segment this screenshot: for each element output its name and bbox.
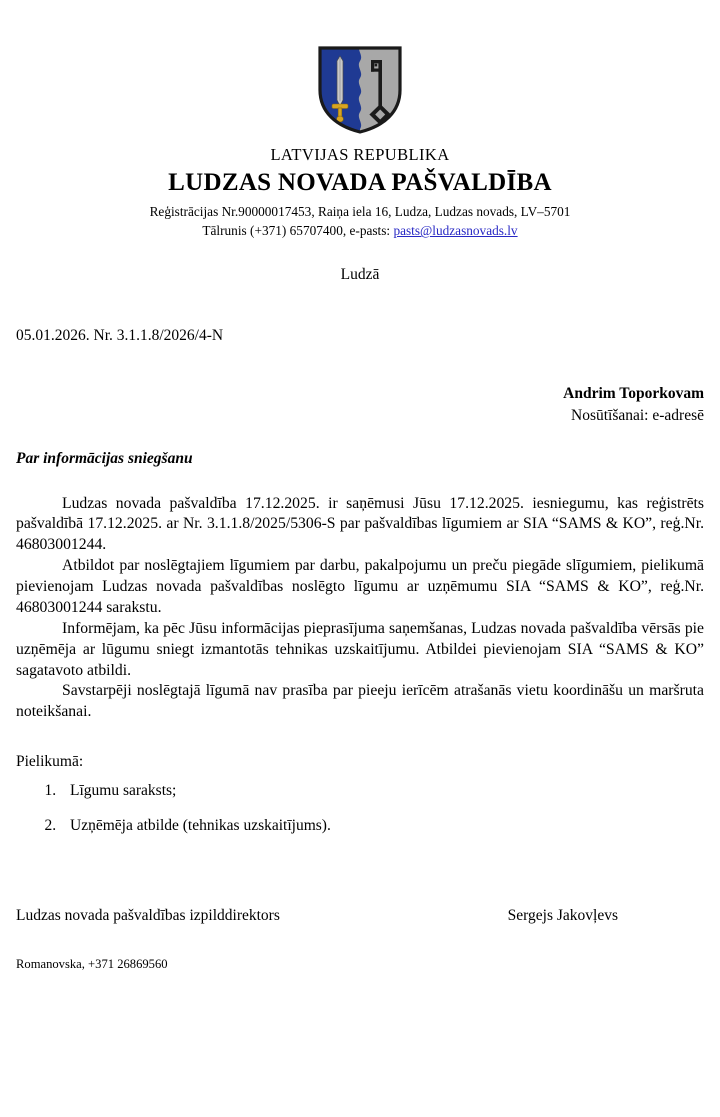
country-name: LATVIJAS REPUBLIKA (270, 145, 450, 164)
attachments-title: Pielikumā: (16, 753, 84, 771)
signatory-title: Ludzas novada pašvaldības izpilddirektors (16, 907, 280, 925)
letterhead (16, 0, 704, 241)
phone-text: Tālrunis (+371) 65707400, e-pasts: (202, 223, 394, 239)
signatory-name: Sergejs Jakovļevs (507, 907, 618, 925)
subject-line: Par informācijas sniegšanu (16, 449, 193, 467)
crest-container (16, 44, 704, 136)
registration-line: Reģistrācijas Nr.90000017453, Raiņa iela 16, Ludza, Ludzas novads, LV–5701 (149, 204, 571, 220)
email-link[interactable]: pasts@ludzasnovads.lv (393, 223, 518, 239)
body-paragraph-1: Ludzas novada pašvaldība 17.12.2025. ir saņēmusi Jūsu 17.12.2025. iesniegumu, kas reģistrēts pašvaldībā 17.12.2025. ar Nr. 3.1.1.8/2025/5306-S par pašvaldības līgumiem ar SIA “SAMS & KO”, reģ.Nr. 46803001244. (16, 494, 704, 554)
place-line: Ludzā (340, 265, 380, 283)
organization-name: LUDZAS NOVADA PAŠVALDĪBA (168, 168, 552, 196)
list-item: 2. Uzņēmēja atbilde (tehnikas uzskaitījums). (60, 816, 704, 837)
date-and-reference-number: 05.01.2026. Nr. 3.1.1.8/2026/4-N (16, 326, 224, 344)
body-paragraph-4: Savstarpēji noslēgtajā līgumā nav prasība par pieeju ierīcēm atrašanās vietu koordināšu un maršruta noteikšanai. (16, 682, 704, 721)
signature-block (16, 907, 704, 925)
list-item: 1. Līgumu saraksts; (60, 781, 704, 802)
letter-body (16, 494, 704, 724)
body-paragraph-3: Informējam, ka pēc Jūsu informācijas pieprasījuma saņemšanas, Ludzas novada pašvaldība vērsās pie uzņēmēja ar lūgumu sniegt izmantotās tehnikas uzskaitījumu. Atbildei pievienojam SIA “SAMS & KO” sagatavoto atbildi. (16, 619, 704, 679)
contact-person-line: Romanovska, +371 26869560 (16, 957, 168, 972)
addressee-block (16, 383, 704, 427)
addressee-name: Andrim Toporkovam (563, 384, 704, 402)
addressee-delivery-method: Nosūtīšanai: e-adresē (571, 406, 704, 424)
phone-email-line (16, 221, 704, 240)
coat-of-arms-icon (316, 44, 404, 136)
body-paragraph-2: Atbildot par noslēgtajiem līgumiem par darbu, pakalpojumu un preču piegāde slīgumiem, pielikumā pievienojam Ludzas novada pašvaldības noslēgto līgumu ar uzņēmumu SIA “SAMS & KO”, reģ.Nr. 46803001244 sarakstu. (16, 557, 704, 616)
attachments-list (16, 781, 704, 837)
